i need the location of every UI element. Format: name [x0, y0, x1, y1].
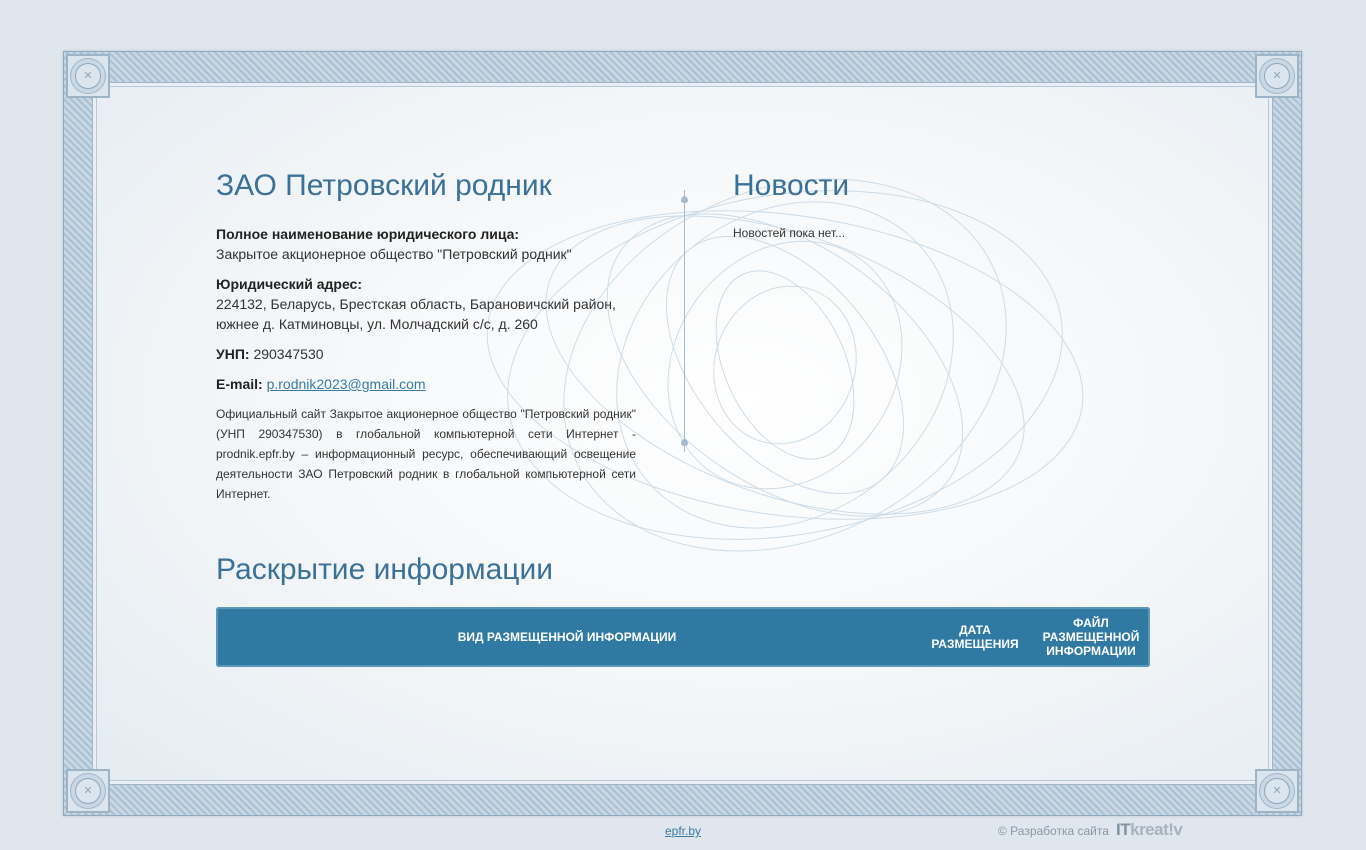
column-header-file-line-2: РАЗМЕЩЕННОЙ [1042, 630, 1140, 644]
email-block [216, 374, 636, 394]
corner-rosette-icon: ✕ [66, 769, 110, 813]
email-link[interactable]: p.rodnik2023@gmail.com [266, 376, 426, 392]
unp-value: 290347530 [253, 346, 324, 362]
footer-epfr-link[interactable]: epfr.by [665, 824, 702, 838]
developer-logo[interactable] [1116, 820, 1182, 840]
email-label: E-mail: [216, 376, 263, 392]
news-title: Новости [733, 169, 850, 202]
unp-block [216, 344, 636, 364]
column-header-date-line-2: РАЗМЕЩЕНИЯ [931, 637, 1019, 651]
company-title: ЗАО Петровский родник [216, 169, 552, 202]
corner-rosette-icon: ✕ [1255, 769, 1299, 813]
full-name-block [216, 224, 636, 264]
disclosure-title: Раскрытие информации [216, 553, 553, 586]
disclosure-table-header [216, 607, 1150, 667]
address-label: Юридический адрес: [216, 276, 362, 292]
developer-logo-part-1: IT [1116, 820, 1131, 839]
news-empty-text: Новостей пока нет... [733, 226, 846, 240]
address-line-2: южнее д. Катминовцы, ул. Молчадский с/с, д. 260 [216, 316, 538, 332]
column-header-date-line-1: ДАТА [959, 623, 991, 637]
full-name-value: Закрытое акционерное общество "Петровский родник" [216, 246, 572, 262]
unp-label: УНП: [216, 346, 250, 362]
column-header-type-label: ВИД РАЗМЕЩЕННОЙ ИНФОРМАЦИИ [457, 630, 677, 644]
corner-rosette-icon: ✕ [1255, 54, 1299, 98]
column-header-type [216, 607, 918, 667]
developer-logo-part-2: kreat!v [1130, 820, 1183, 839]
full-name-label: Полное наименование юридического лица: [216, 226, 520, 242]
column-header-file-line-1: ФАЙЛ [1073, 616, 1109, 630]
address-block [216, 274, 636, 334]
column-header-file [1032, 607, 1150, 667]
column-header-file-line-3: ИНФОРМАЦИИ [1046, 644, 1136, 658]
column-divider [684, 190, 685, 452]
address-line-1: 224132, Беларусь, Брестская область, Барановичский район, [216, 296, 616, 312]
column-header-date [918, 607, 1032, 667]
company-details [216, 224, 636, 514]
corner-rosette-icon: ✕ [66, 54, 110, 98]
site-description: Официальный сайт Закрытое акционерное общество "Петровский родник" (УНП 290347530) в глобальной компьютерной сети Интернет - prodnik.epfr.by – информационный ресурс, обеспечивающий освещение деятельности ЗАО Петровский родник в глобальной компьютерной сети Интернет. [216, 407, 636, 501]
footer-developer-text: © Разработка сайта [998, 824, 1109, 838]
